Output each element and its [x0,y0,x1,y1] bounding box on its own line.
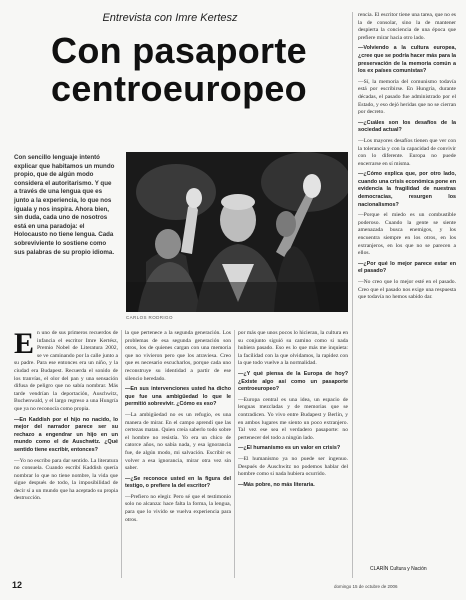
column-rule [121,330,122,578]
paragraph-text: —¿Cuáles son los desafíos de la sociedad actual? [358,119,456,134]
article-photo [126,152,348,312]
interview-question [358,171,456,209]
text-column-3 [238,330,348,576]
paragraph-text: por más que unos pocos lo hicieran, la cultura en su conjunto siguió su camino como si nada hubiera pasado. Eso es lo que más me inquieta: la facilidad con la que olvidamos, la rapidez con la que todo vuelve a la normalidad. [238,330,348,367]
interview-question [358,120,456,135]
footer-brand [370,566,427,572]
paragraph-text: rencia. El escritor tiene una tarea, que no es la de consolar, sino la de mantener despierta la conciencia de una época que prefiere mirar hacia otro lado. [358,12,456,41]
column-rule [234,330,235,578]
interview-question [238,371,348,394]
interview-question [358,45,456,75]
drop-cap: E [14,330,35,360]
interview-question [238,445,348,453]
article-paragraph [238,330,348,368]
interview-question [14,417,118,455]
paragraph-text: —El humanismo ya no puede ser ingenuo. Después de Auschwitz no podemos hablar del hombre como si nada hubiera ocurrido. [238,455,348,478]
interview-question [238,482,348,490]
paragraph-text: —¿Cómo explica que, por otro lado, cuando una crisis económica pone en evidencia la fragilidad de nuestras democracias, resurgen los nacionalismos? [358,171,456,208]
paragraph-text: —En sus intervenciones usted ha dicho que fue una ambigüedad lo que le permitió sobrevivir. ¿Cómo es eso? [125,386,231,408]
article-deck: Con sencillo lenguaje intentó explicar que habitamos un mundo propio, que de algún modo considera el autoritarismo. Y que a través de una lengua que es junto a la experiencia, lo que nos iguala y nos inspira. Ahora bien, sin duda, cada uno de nosotros está en una paradoja: el Holocausto no tiene lengua. Cada sobreviviente lo sostiene como sus palabras de su propio idioma. [14,154,115,256]
photo-illustration [126,152,348,312]
article-paragraph [238,456,348,479]
text-column-2 [125,330,231,576]
paragraph-text: —Prefiero no elegir. Pero sé que el testimonio solo no alcanza: hace falta la forma, la lengua, para que lo vivido se vuelva experiencia para otros. [125,493,231,523]
article-paragraph [125,494,231,524]
paragraph-text: —Yo no escribo para dar sentido. La literatura no consuela. Cuando escribí Kaddish quería nombrar lo que no tiene nombre, la vida que sigue después de todo, la imposibilidad de decir sí a un mundo que ha aceptado su propia destrucción. [14,457,118,502]
text-column-4 [358,12,456,564]
paragraph-text: —¿Y qué piensa de la Europa de hoy? ¿Existe algo así como un pasaporte centroeuropeo? [238,370,348,393]
article-paragraph [14,458,118,504]
interview-question [358,261,456,276]
paragraph-text: —Sí, la memoria del comunismo todavía está por escribirse. En Hungría, durante décadas, el pasado fue administrado por el Estado, y eso dejó heridas que no se cierran por decreto. [358,78,456,116]
article-paragraph [14,330,118,414]
interview-question [125,386,231,409]
interview-question [125,476,231,491]
paragraph-text: —La ambigüedad no es un refugio, es una manera de mirar. En el campo aprendí que las certezas matan. Quien creía saberlo todo sobre el hombre no resistía. Yo era un chico de catorce años, no sabía nada, y esa ignorancia fue, de algún modo, mi salvación. Escribir es volver a esa ignorancia, mirar otra vez sin saber. [125,411,231,472]
paragraph-text: n uno de sus primeros recuerdos de infancia el escritor Imre Kertész, Premio Nobel de Literatura 2002, se ve caminando por la calle junto a su padre. Para ese entonces era un niño, y la ciudad era Budapest. Recuerda el sonido de los tranvías, el olor del pan y una sensación difusa de peligro que no sabía nombrar. Más tarde vendrían la deportación, Auschwitz, Buchenwald, y el largo regreso a una Hungría que ya no reconocía como propia. [14,330,118,412]
paragraph-text: —Porque el miedo es un combustible poderoso. Cuando la gente se siente amenazada busca enemigos, y los encuentra siempre en los otros, en los extranjeros, en los que no se parecen a ellos. [358,212,456,257]
footer-brand-name: CLARÍN [370,566,389,572]
paragraph-text: —Más pobre, no más literaria. [238,481,315,488]
paragraph-text: la que pertenece a la segunda generación. Los problemas de esa segunda generación son otros, los de quienes cargan con una memoria que no vivieron pero que los atraviesa. Creo que es necesario escucharlos, porque cada uno reconstruye su identidad a partir de ese silencio heredado. [125,330,231,382]
article-paragraph [125,330,231,383]
article-paragraph [358,12,456,42]
footer-date: domingo 15 de octubre de 2006 [334,584,398,589]
article-paragraph [125,412,231,473]
article-paragraph [358,138,456,168]
column-rule [352,12,353,578]
article-paragraph [358,212,456,258]
paragraph-text: —En Kaddish por el hijo no nacido, lo mejor del narrador parece ser su rechazo a engendrar un hijo en un mundo como el de Auschwitz. ¿Qué sentido tiene escribir, entonces? [14,416,118,453]
page-number: 12 [12,580,23,590]
paragraph-text: —¿Se reconoce usted en la figura del testigo, o prefiere la del escritor? [125,475,231,490]
article-kicker: Entrevista con Imre Kertesz [102,12,238,24]
photo-caption: CARLOS RODRIGO [126,315,173,320]
paragraph-text: —Volviendo a la cultura europea, ¿cree que se podría hacer más para la preservación de la memoria común a los ex países comunistas? [358,45,456,75]
article-paragraph [358,79,456,117]
footer-section: Cultura y Nación [389,566,427,572]
paragraph-text: —¿Por qué lo mejor parece estar en el pasado? [358,260,456,275]
article-paragraph [358,279,456,302]
text-column-1 [14,330,118,576]
article-headline: Con pasaporte centroeuropeo [51,30,307,109]
paragraph-text: —Europa central es una idea, un espacio de lenguas mezcladas y de memorias que se contradicen. Yo vivo entre Budapest y Berlín, y en ambos lugares me siento un poco extranjero. Tal vez ese sea el verdadero pasaporte: no pertenecer del todo a ningún lado. [238,396,348,441]
paragraph-text: —¿El humanismo es un valor en crisis? [238,445,341,452]
article-paragraph [238,397,348,443]
paragraph-text: —Los mayores desafíos tienen que ver con la tolerancia y con la capacidad de convivir con lo diferente. Europa no puede encerrarse en sí misma. [358,137,456,167]
paragraph-text: —No creo que lo mejor esté en el pasado. Creo que el pasado nos exige una respuesta que todavía no hemos sabido dar. [358,279,456,301]
